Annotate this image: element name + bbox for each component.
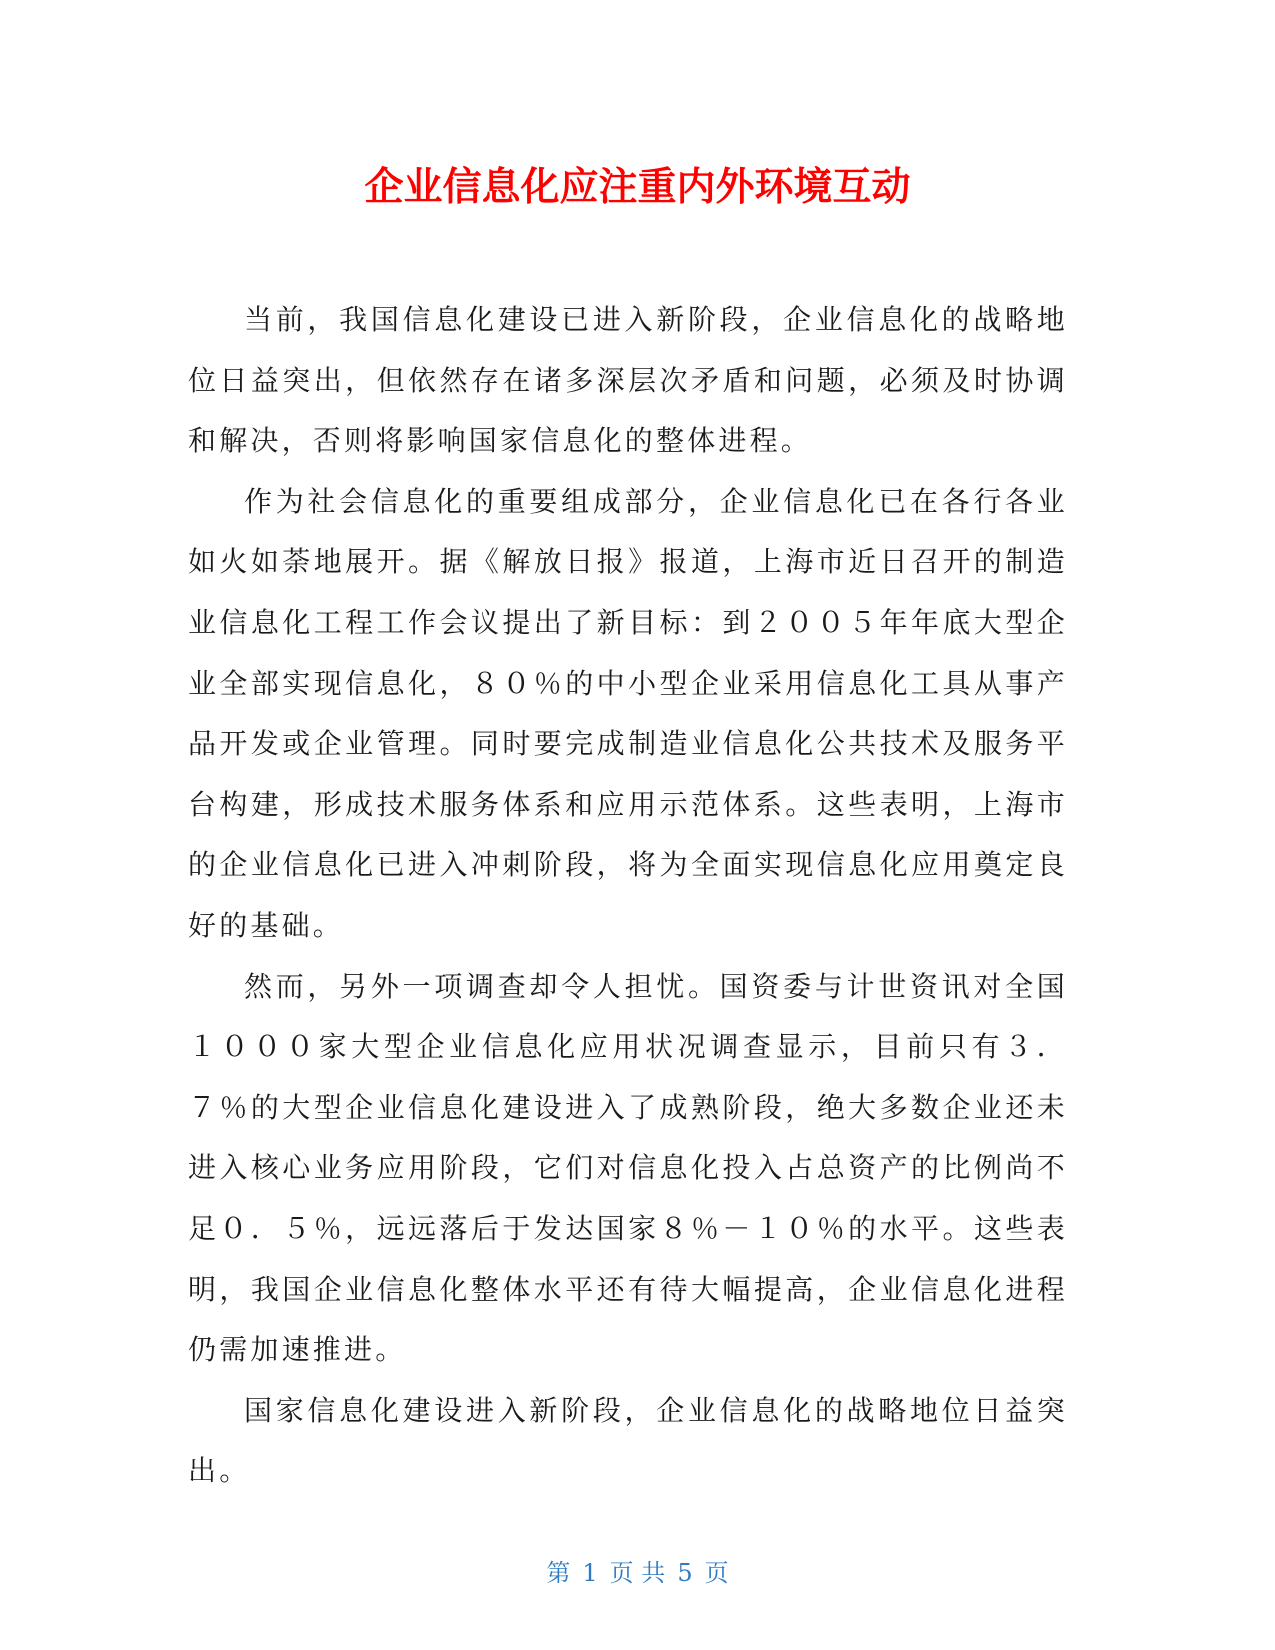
footer-prefix: 第 <box>546 1559 571 1587</box>
paragraph-3: 然而，另外一项调查却令人担忧。国资委与计世资讯对全国１０００家大型企业信息化应用状况调查显示，目前只有３．７％的大型企业信息化建设进入了成熟阶段，绝大多数企业还未进入核心业务应用阶段，它们对信息化投入占总资产的比例尚不足０．５％，远远落后于发达国家８％－１０％的水平。这些表明，我国企业信息化整体水平还有待大幅提高，企业信息化进程仍需加速推进。 <box>188 969 1068 1367</box>
paragraph-1: 当前，我国信息化建设已进入新阶段，企业信息化的战略地位日益突出，但依然存在诸多深层次矛盾和问题，必须及时协调和解决，否则将影响国家信息化的整体进程。 <box>188 303 1068 458</box>
paragraph-2: 作为社会信息化的重要组成部分，企业信息化已在各行各业如火如荼地展开。据《解放日报》报道，上海市近日召开的制造业信息化工程工作会议提出了新目标：到２００５年年底大型企业全部实现信息化，８０％的中小型企业采用信息化工具从事产品开发或企业管理。同时要完成制造业信息化公共技术及服务平台构建，形成技术服务体系和应用示范体系。这些表明，上海市的企业信息化已进入冲刺阶段，将为全面实现信息化应用奠定良好的基础。 <box>188 484 1068 942</box>
footer-suffix: 页 <box>704 1559 729 1587</box>
footer-current-page: 1 <box>582 1559 598 1587</box>
footer-middle: 页 共 <box>609 1559 666 1587</box>
page-title: 企业信息化应注重内外环境互动 <box>364 165 911 210</box>
page-footer <box>0 1558 1275 1588</box>
article-body <box>188 290 1068 1502</box>
paragraph-4: 国家信息化建设进入新阶段，企业信息化的战略地位日益突出。 <box>188 1393 1068 1488</box>
footer-total-pages: 5 <box>677 1559 693 1587</box>
